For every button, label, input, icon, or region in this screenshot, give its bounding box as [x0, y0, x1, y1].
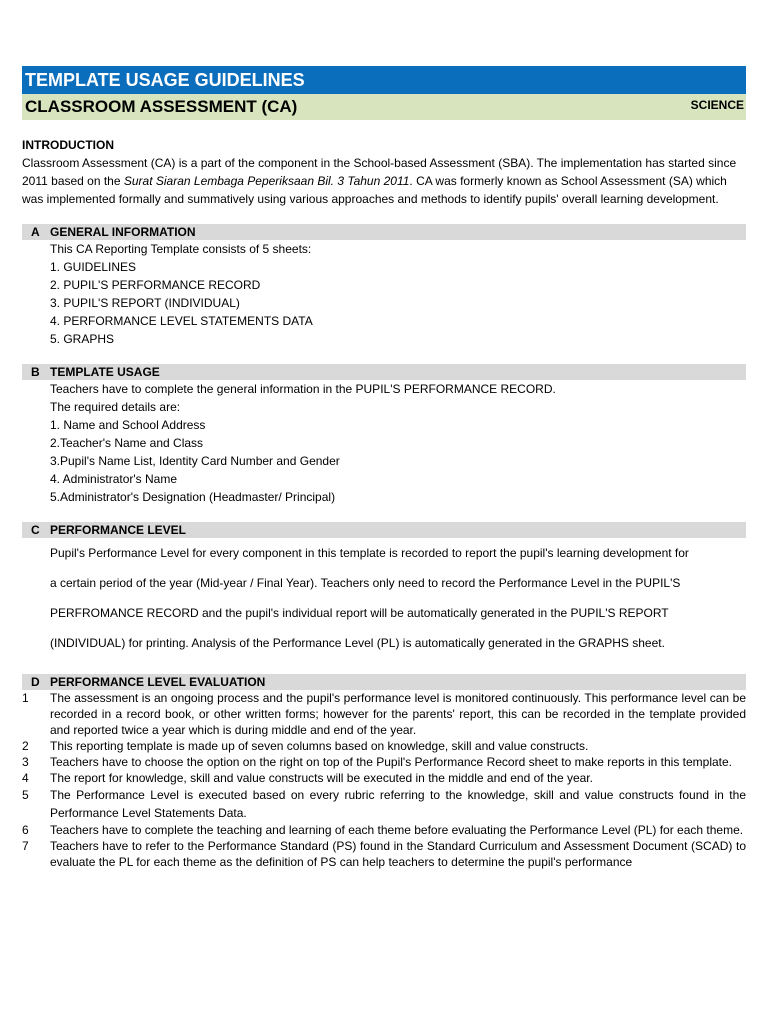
section-title: TEMPLATE USAGE: [50, 365, 160, 379]
text-line: The required details are:: [50, 400, 181, 414]
text-line: 4. Administrator's Name: [50, 472, 178, 486]
section-letter: D: [31, 675, 40, 689]
item-text: The assessment is an ongoing process and the pupil's performance level is monitored continuously. This performance level can be recorded in a record book, or other written forms; however for the parents' report, this can be recorded in the template provided and reported twice a year which is during middle and end of the year.: [50, 691, 746, 737]
text-line: Teachers have to complete the general information in the PUPIL'S PERFORMANCE RECORD.: [50, 382, 556, 396]
section-letter: C: [31, 523, 40, 537]
introduction-heading: INTRODUCTION: [22, 138, 114, 152]
title-bar: [22, 66, 746, 94]
text-line: 3.Pupil's Name List, Identity Card Number and Gender: [50, 454, 340, 468]
text-line: Pupil's Performance Level for every component in this template is recorded to report the pupil's learning development for: [50, 546, 689, 560]
text-line: 5.Administrator's Designation (Headmaster/ Principal): [50, 490, 336, 504]
section-b-header: [22, 364, 746, 380]
section-c-paragraph: [22, 538, 746, 658]
section-a-lines: [22, 240, 746, 348]
text-line: a certain period of the year (Mid-year / Final Year). Teachers only need to record the Performance Level in the PUPIL'S: [50, 576, 681, 590]
list-item: [22, 690, 746, 738]
section-title: PERFORMANCE LEVEL EVALUATION: [50, 675, 266, 689]
item-number: 3: [22, 755, 29, 769]
introduction-text-after: . CA was formerly known as School Assessment (SA) which was implemented formally and summatively using various approaches and methods to identify pupils' overall learning development.: [22, 174, 727, 206]
page-title: TEMPLATE USAGE GUIDELINES: [25, 70, 305, 90]
introduction-text: [22, 154, 746, 208]
item-number: 2: [22, 739, 29, 753]
text-line: 1. GUIDELINES: [50, 260, 137, 274]
item-number: 5: [22, 788, 29, 802]
item-text: The Performance Level is executed based on every rubric referring to the knowledge, skill and value constructs found in the Performance Level Statements Data.: [50, 788, 746, 820]
text-line: 4. PERFORMANCE LEVEL STATEMENTS DATA: [50, 314, 313, 328]
item-number: 4: [22, 771, 29, 785]
item-text: The report for knowledge, skill and value constructs will be executed in the middle and end of the year.: [50, 771, 593, 785]
section-d-header: [22, 674, 746, 690]
item-number: 7: [22, 839, 29, 853]
subtitle-bar: [22, 94, 746, 120]
section-b-lines: [22, 380, 746, 506]
page-subtitle: CLASSROOM ASSESSMENT (CA): [25, 97, 298, 116]
section-d-list: [22, 690, 746, 870]
list-item: [22, 786, 746, 822]
item-text: This reporting template is made up of seven columns based on knowledge, skill and value constructs.: [50, 739, 589, 753]
list-item: [22, 770, 746, 786]
guidelines-sheet: [22, 66, 746, 870]
text-line: 1. Name and School Address: [50, 418, 206, 432]
list-item: [22, 738, 746, 754]
text-line: 2. PUPIL'S PERFORMANCE RECORD: [50, 278, 261, 292]
section-letter: A: [31, 225, 40, 239]
section-c-header: [22, 522, 746, 538]
introduction-text-before: Classroom Assessment (CA) is a part of the component in the School-based Assessment (SBA). The implementation has started since 2011 based on the: [22, 156, 737, 188]
text-line: 3. PUPIL'S REPORT (INDIVIDUAL): [50, 296, 240, 310]
section-letter: B: [31, 365, 40, 379]
text-line: 2.Teacher's Name and Class: [50, 436, 204, 450]
text-line: (INDIVIDUAL) for printing. Analysis of the Performance Level (PL) is automatically generated in the GRAPHS sheet.: [50, 636, 665, 650]
section-a-header: [22, 224, 746, 240]
item-text: Teachers have to refer to the Performance Standard (PS) found in the Standard Curriculum and Assessment Document (SCAD) to evaluate the PL for each theme as the definition of PS can help teachers to determine the pupil's performance: [50, 839, 746, 869]
text-line: This CA Reporting Template consists of 5 sheets:: [50, 242, 312, 256]
page-cutoff: [0, 942, 768, 1024]
item-text: Teachers have to choose the option on the right on top of the Pupil's Performance Record sheet to make reports in this template.: [50, 755, 733, 769]
section-title: GENERAL INFORMATION: [50, 225, 196, 239]
list-item: [22, 822, 746, 838]
item-number: 6: [22, 823, 29, 837]
introduction-section: [22, 136, 746, 208]
text-line: PERFROMANCE RECORD and the pupil's individual report will be automatically generated in the PUPIL'S REPORT: [50, 606, 669, 620]
list-item: [22, 838, 746, 870]
list-item: [22, 754, 746, 770]
item-number: 1: [22, 691, 29, 705]
subject-label: SCIENCE: [690, 98, 744, 112]
text-line: 5. GRAPHS: [50, 332, 115, 346]
circular-reference: Surat Siaran Lembaga Peperiksaan Bil. 3 Tahun 2011: [123, 174, 410, 188]
item-text: Teachers have to complete the teaching and learning of each theme before evaluating the Performance Level (PL) for each theme.: [50, 823, 744, 837]
section-title: PERFORMANCE LEVEL: [50, 523, 187, 537]
